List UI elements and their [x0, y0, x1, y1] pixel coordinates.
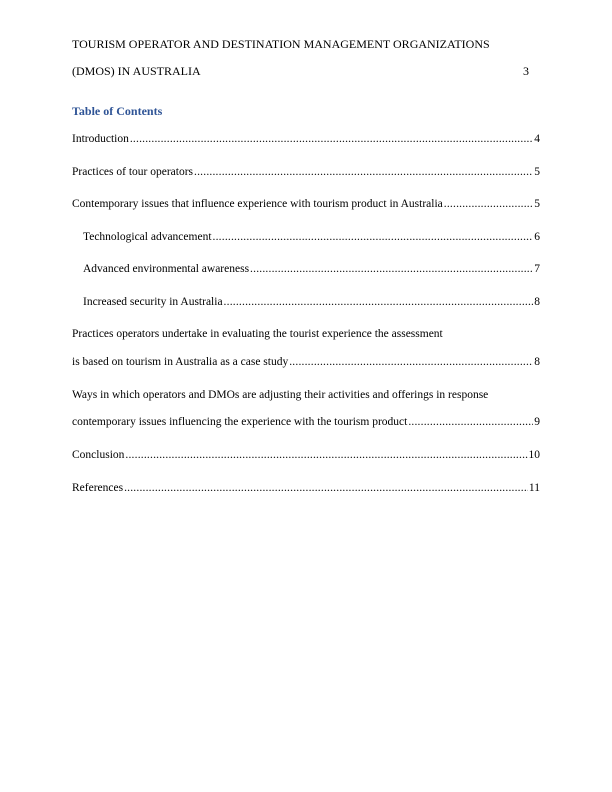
running-header-line-2: (DMOS) IN AUSTRALIA [72, 64, 201, 78]
toc-entry-references[interactable] [72, 481, 540, 495]
toc-entry-increased-security[interactable] [83, 295, 540, 309]
toc-entry-text: Advanced environmental awareness [83, 263, 250, 275]
running-header-line-1: TOURISM OPERATOR AND DESTINATION MANAGEMENT ORGANIZATIONS [72, 37, 490, 51]
page-number: 3 [523, 64, 529, 78]
toc-entry-adjusting-activities[interactable] [72, 415, 540, 429]
toc-entry-text: Practices of tour operators [72, 166, 194, 178]
toc-dot-leader [213, 230, 534, 244]
toc-entry-conclusion[interactable] [72, 448, 540, 462]
toc-entry-text: Technological advancement [83, 231, 212, 243]
toc-dot-leader [124, 481, 528, 495]
toc-entry-page: 9 [534, 416, 540, 428]
toc-entry-text: Conclusion [72, 449, 125, 461]
toc-heading: Table of Contents [72, 104, 163, 118]
toc-dot-leader [130, 132, 533, 146]
toc-dot-leader [444, 197, 533, 211]
toc-entry-page: 5 [534, 166, 540, 178]
toc-entry-introduction[interactable] [72, 132, 540, 146]
toc-dot-leader [125, 448, 527, 462]
toc-dot-leader [408, 415, 533, 429]
toc-entry-text: References [72, 482, 124, 494]
toc-entry-text: Introduction [72, 133, 129, 145]
toc-entry-page: 8 [534, 296, 540, 308]
toc-dot-leader [250, 262, 533, 276]
toc-entry-environmental-awareness[interactable] [83, 262, 540, 276]
toc-dot-leader [289, 355, 533, 369]
toc-entry-text: Contemporary issues that influence experience with tourism product in Australia [72, 198, 443, 210]
toc-entry-text: is based on tourism in Australia as a case study [72, 356, 289, 368]
toc-entry-page: 8 [534, 356, 540, 368]
toc-entry-page: 10 [528, 449, 540, 461]
toc-entry-contemporary-issues[interactable] [72, 197, 540, 211]
toc-entry-text: Increased security in Australia [83, 296, 223, 308]
toc-entry-adjusting-activities-line-1[interactable]: Ways in which operators and DMOs are adjusting their activities and offerings in response [72, 389, 489, 401]
toc-entry-text: contemporary issues influencing the experience with the tourism product [72, 416, 408, 428]
toc-entry-page: 6 [534, 231, 540, 243]
toc-dot-leader [224, 295, 534, 309]
toc-dot-leader [194, 165, 533, 179]
toc-entry-page: 11 [528, 482, 540, 494]
toc-entry-page: 5 [534, 198, 540, 210]
toc-entry-evaluation[interactable] [72, 355, 540, 369]
toc-entry-page: 4 [534, 133, 540, 145]
toc-entry-practices-of-tour-operators[interactable] [72, 165, 540, 179]
toc-entry-technological-advancement[interactable] [83, 230, 540, 244]
toc-entry-page: 7 [534, 263, 540, 275]
toc-entry-evaluation-line-1[interactable]: Practices operators undertake in evaluating the tourist experience the assessment [72, 328, 443, 340]
